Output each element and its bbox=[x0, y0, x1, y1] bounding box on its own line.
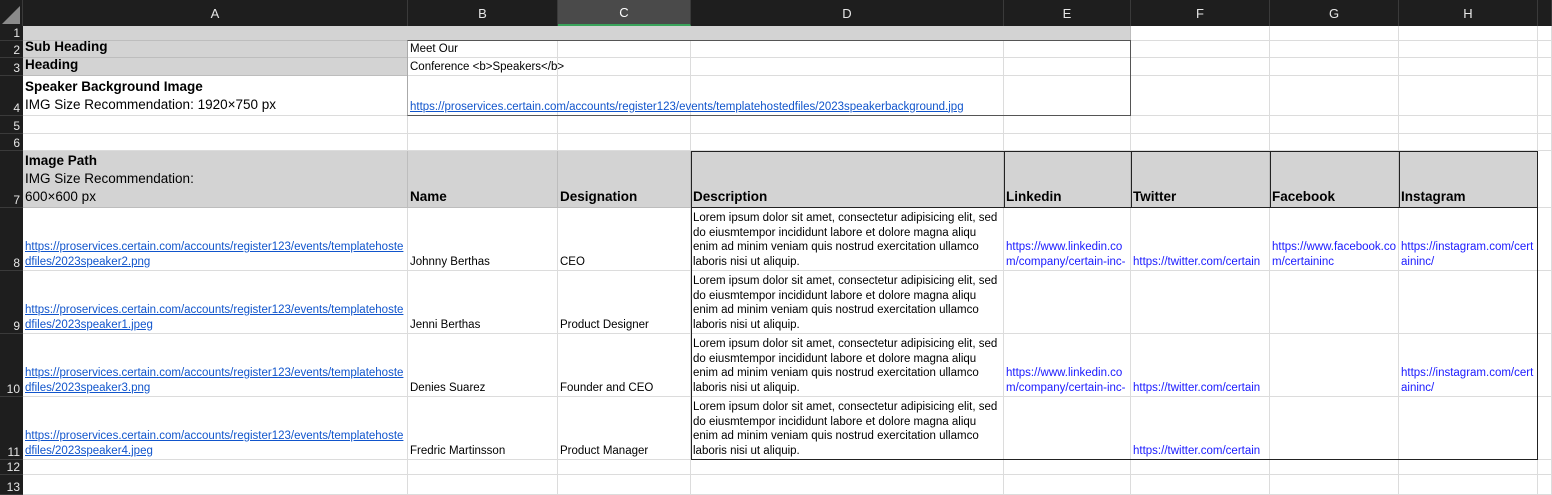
header-description[interactable] bbox=[691, 151, 1004, 208]
grid-cell bbox=[1538, 151, 1552, 208]
speaker-facebook[interactable] bbox=[1270, 208, 1399, 271]
grid-cell bbox=[1538, 208, 1552, 271]
grid-cell[interactable] bbox=[1270, 134, 1399, 151]
grid-cell bbox=[1538, 397, 1552, 460]
speaker-image-link[interactable]: https://proservices.certain.com/accounts/register123/events/templatehostedfiles/2023speaker1.jpeg bbox=[25, 304, 404, 331]
grid-cell[interactable] bbox=[691, 475, 1004, 495]
grid-cell[interactable] bbox=[1004, 460, 1131, 475]
row-header-13[interactable]: 13 bbox=[0, 475, 23, 495]
grid-cell[interactable] bbox=[1004, 116, 1131, 134]
header-name[interactable] bbox=[408, 151, 558, 208]
grid-cell bbox=[1538, 271, 1552, 334]
heading-value-text: Conference <b>Speakers</b> bbox=[410, 60, 565, 73]
select-all-corner[interactable] bbox=[0, 0, 23, 26]
grid-cell[interactable] bbox=[558, 475, 691, 495]
row-header-7[interactable]: 7 bbox=[0, 151, 23, 208]
grid-cell[interactable] bbox=[558, 460, 691, 475]
sub-heading-value[interactable] bbox=[408, 41, 1131, 58]
header-linkedin[interactable] bbox=[1004, 151, 1131, 208]
speaker-description[interactable] bbox=[691, 334, 1004, 397]
sub-heading-value-text: Meet Our bbox=[410, 42, 458, 55]
speaker-name-text: Jenni Berthas bbox=[410, 318, 481, 331]
speaker-twitter[interactable] bbox=[1131, 208, 1270, 271]
grid-cell[interactable] bbox=[1270, 475, 1399, 495]
header-instagram-text: Instagram bbox=[1401, 189, 1466, 204]
grid-cell[interactable] bbox=[408, 475, 558, 495]
row-header-2[interactable]: 2 bbox=[0, 41, 23, 58]
select-all-triangle-icon bbox=[2, 6, 20, 24]
grid-cell[interactable] bbox=[1399, 460, 1538, 475]
column-header-h[interactable]: H bbox=[1399, 0, 1538, 26]
grid-cell[interactable] bbox=[691, 116, 1004, 134]
column-header-f[interactable]: F bbox=[1131, 0, 1270, 26]
grid-cell[interactable] bbox=[1270, 26, 1399, 41]
speaker-designation[interactable] bbox=[558, 271, 691, 334]
header-image-path-title: Image Path bbox=[25, 153, 98, 168]
speaker-designation-text: Product Designer bbox=[560, 318, 649, 331]
grid-cell[interactable] bbox=[691, 134, 1004, 151]
grid-cell[interactable] bbox=[1131, 41, 1270, 58]
speaker-name[interactable] bbox=[408, 271, 558, 334]
grid-cell[interactable] bbox=[1270, 76, 1399, 116]
bg-image-url[interactable] bbox=[408, 76, 1131, 116]
row-header-12[interactable]: 12 bbox=[0, 460, 23, 475]
heading-label-text: Heading bbox=[25, 57, 79, 72]
grid-cell[interactable] bbox=[1131, 26, 1270, 41]
speaker-twitter[interactable] bbox=[1131, 397, 1270, 460]
row-header-8[interactable]: 8 bbox=[0, 208, 23, 271]
twitter-link[interactable]: https://twitter.com/certain bbox=[1133, 255, 1261, 268]
grid-cell[interactable] bbox=[558, 116, 691, 134]
header-instagram[interactable] bbox=[1399, 151, 1538, 208]
speaker-name-text: Fredric Martinsson bbox=[410, 444, 506, 457]
speaker-linkedin[interactable] bbox=[1004, 271, 1131, 334]
grid-cell[interactable] bbox=[1399, 475, 1538, 495]
grid-cell bbox=[1538, 134, 1552, 151]
speaker-designation[interactable] bbox=[558, 208, 691, 271]
grid-cell bbox=[1538, 116, 1552, 134]
header-designation-text: Designation bbox=[560, 189, 638, 204]
row-header-10[interactable]: 10 bbox=[0, 334, 23, 397]
grid-cell[interactable] bbox=[23, 475, 408, 495]
column-header-b[interactable]: B bbox=[408, 0, 558, 26]
speaker-name[interactable] bbox=[408, 208, 558, 271]
header-image-path[interactable] bbox=[23, 151, 408, 208]
speaker-description-text: Lorem ipsum dolor sit amet, consectetur adipisicing elit, sed do eiusmtempor incididunt labore et dolore magna aliqu enim ad minim veniam quis nostrud exercitation ullamco laboris nisi ut aliquip. bbox=[693, 275, 998, 331]
row-header-4[interactable]: 4 bbox=[0, 76, 23, 116]
speaker-facebook[interactable] bbox=[1270, 271, 1399, 334]
speaker-instagram[interactable] bbox=[1399, 397, 1538, 460]
heading-value[interactable] bbox=[408, 58, 1131, 76]
grid-cell[interactable] bbox=[1399, 26, 1538, 41]
header-image-size-line1: IMG Size Recommendation: bbox=[25, 171, 194, 186]
grid-cell[interactable] bbox=[23, 134, 408, 151]
grid-cell[interactable] bbox=[1399, 41, 1538, 58]
header-facebook-text: Facebook bbox=[1272, 189, 1336, 204]
header-image-size-line2: 600×600 px bbox=[25, 189, 96, 204]
header-linkedin-text: Linkedin bbox=[1006, 189, 1062, 204]
facebook-link[interactable]: https://www.facebook.com/certaininc bbox=[1272, 241, 1397, 268]
grid-cell[interactable] bbox=[1399, 76, 1538, 116]
speaker-image-url[interactable] bbox=[23, 208, 408, 271]
speaker-name[interactable] bbox=[408, 334, 558, 397]
header-twitter-text: Twitter bbox=[1133, 189, 1177, 204]
grid-cell[interactable] bbox=[1270, 58, 1399, 76]
grid-cell[interactable] bbox=[408, 116, 558, 134]
speaker-description-text: Lorem ipsum dolor sit amet, consectetur adipisicing elit, sed do eiusmtempor incididunt labore et dolore magna aliqu enim ad minim veniam quis nostrud exercitation ullamco laboris nisi ut aliquip. bbox=[693, 212, 998, 268]
speaker-twitter[interactable] bbox=[1131, 334, 1270, 397]
row-header-1[interactable]: 1 bbox=[0, 26, 23, 41]
speaker-image-link[interactable]: https://proservices.certain.com/accounts/register123/events/templatehostedfiles/2023speaker3.png bbox=[25, 367, 404, 394]
twitter-link[interactable]: https://twitter.com/certain bbox=[1133, 381, 1261, 394]
grid-cell[interactable] bbox=[1004, 134, 1131, 151]
bg-image-link[interactable]: https://proservices.certain.com/accounts/register123/events/templatehostedfiles/2023speakerbackground.jpg bbox=[410, 100, 964, 113]
row-header-3[interactable]: 3 bbox=[0, 58, 23, 76]
speaker-image-url[interactable] bbox=[23, 334, 408, 397]
grid-cell[interactable] bbox=[408, 460, 558, 475]
speaker-name-text: Johnny Berthas bbox=[410, 255, 490, 268]
row-header-6[interactable]: 6 bbox=[0, 134, 23, 151]
column-header-c[interactable]: C bbox=[558, 0, 691, 26]
linkedin-link[interactable]: https://www.linkedin.com/company/certain-inc- bbox=[1006, 241, 1126, 268]
speaker-designation-text: Founder and CEO bbox=[560, 381, 654, 394]
speaker-facebook[interactable] bbox=[1270, 334, 1399, 397]
header-twitter[interactable] bbox=[1131, 151, 1270, 208]
grid-cell bbox=[1538, 26, 1552, 41]
column-header-filler bbox=[1538, 0, 1552, 26]
grid-cell bbox=[1538, 334, 1552, 397]
bg-image-size-note: IMG Size Recommendation: 1920×750 px bbox=[25, 97, 277, 112]
speaker-linkedin[interactable] bbox=[1004, 397, 1131, 460]
grid-cell[interactable] bbox=[1131, 460, 1270, 475]
grid-cell[interactable] bbox=[1270, 116, 1399, 134]
row-header-9[interactable]: 9 bbox=[0, 271, 23, 334]
grid-cell[interactable] bbox=[1131, 58, 1270, 76]
heading-label[interactable] bbox=[23, 58, 408, 76]
header-designation[interactable] bbox=[558, 151, 691, 208]
speaker-instagram[interactable] bbox=[1399, 334, 1538, 397]
speaker-twitter[interactable] bbox=[1131, 271, 1270, 334]
speaker-description[interactable] bbox=[691, 208, 1004, 271]
grid-cell bbox=[1538, 41, 1552, 58]
grid-cell[interactable] bbox=[1399, 58, 1538, 76]
instagram-link[interactable]: https://instagram.com/certaininc/ bbox=[1401, 367, 1534, 394]
speaker-name[interactable] bbox=[408, 397, 558, 460]
speaker-instagram[interactable] bbox=[1399, 208, 1538, 271]
row-header-11[interactable]: 11 bbox=[0, 397, 23, 460]
column-header-e[interactable]: E bbox=[1004, 0, 1131, 26]
speaker-image-url[interactable] bbox=[23, 271, 408, 334]
grid-cell[interactable] bbox=[1270, 460, 1399, 475]
grid-cell[interactable] bbox=[558, 134, 691, 151]
grid-cell[interactable] bbox=[691, 460, 1004, 475]
column-header-d[interactable]: D bbox=[691, 0, 1004, 26]
header-name-text: Name bbox=[410, 189, 447, 204]
speaker-description[interactable] bbox=[691, 271, 1004, 334]
speaker-instagram[interactable] bbox=[1399, 271, 1538, 334]
header-facebook[interactable] bbox=[1270, 151, 1399, 208]
grid-cell[interactable] bbox=[23, 460, 408, 475]
grid-cell[interactable] bbox=[1399, 134, 1538, 151]
column-header-a[interactable]: A bbox=[23, 0, 408, 26]
speaker-image-link[interactable]: https://proservices.certain.com/accounts/register123/events/templatehostedfiles/2023speaker2.png bbox=[25, 241, 404, 268]
header-description-text: Description bbox=[693, 189, 768, 204]
speaker-designation[interactable] bbox=[558, 397, 691, 460]
speaker-image-url[interactable] bbox=[23, 397, 408, 460]
speaker-name-text: Denies Suarez bbox=[410, 381, 486, 394]
speaker-description-text: Lorem ipsum dolor sit amet, consectetur adipisicing elit, sed do eiusmtempor incididunt labore et dolore magna aliqu enim ad minim veniam quis nostrud exercitation ullamco laboris nisi ut aliquip. bbox=[693, 338, 998, 394]
speaker-designation[interactable] bbox=[558, 334, 691, 397]
bg-image-title: Speaker Background Image bbox=[25, 79, 203, 94]
twitter-link[interactable]: https://twitter.com/certain bbox=[1133, 444, 1261, 457]
grid-cell[interactable] bbox=[408, 134, 558, 151]
speaker-description-text: Lorem ipsum dolor sit amet, consectetur adipisicing elit, sed do eiusmtempor incididunt labore et dolore magna aliqu enim ad minim veniam quis nostrud exercitation ullamco laboris nisi ut aliquip. bbox=[693, 401, 998, 457]
sub-heading-label-text: Sub Heading bbox=[25, 39, 108, 54]
grid-cell[interactable] bbox=[1131, 76, 1270, 116]
grid-cell bbox=[1538, 475, 1552, 495]
column-header-g[interactable]: G bbox=[1270, 0, 1399, 26]
speaker-image-link[interactable]: https://proservices.certain.com/accounts/register123/events/templatehostedfiles/2023speaker4.jpeg bbox=[25, 430, 404, 457]
grid-cell bbox=[1538, 460, 1552, 475]
bg-image-label[interactable] bbox=[23, 76, 408, 116]
grid-cell[interactable] bbox=[1131, 134, 1270, 151]
row-header-5[interactable]: 5 bbox=[0, 116, 23, 134]
grid-cell bbox=[1538, 58, 1552, 76]
grid-cell[interactable] bbox=[1131, 475, 1270, 495]
grid-cell[interactable] bbox=[23, 116, 408, 134]
speaker-designation-text: CEO bbox=[560, 255, 585, 268]
speaker-designation-text: Product Manager bbox=[560, 444, 649, 457]
grid-cell[interactable] bbox=[1270, 41, 1399, 58]
speaker-facebook[interactable] bbox=[1270, 397, 1399, 460]
grid-cell[interactable] bbox=[1399, 116, 1538, 134]
grid-cell[interactable] bbox=[1131, 116, 1270, 134]
speaker-description[interactable] bbox=[691, 397, 1004, 460]
grid-cell bbox=[1538, 76, 1552, 116]
instagram-link[interactable]: https://instagram.com/certaininc/ bbox=[1401, 241, 1534, 268]
linkedin-link[interactable]: https://www.linkedin.com/company/certain-inc- bbox=[1006, 367, 1126, 394]
speaker-linkedin[interactable] bbox=[1004, 208, 1131, 271]
grid-cell[interactable] bbox=[1004, 475, 1131, 495]
speaker-linkedin[interactable] bbox=[1004, 334, 1131, 397]
